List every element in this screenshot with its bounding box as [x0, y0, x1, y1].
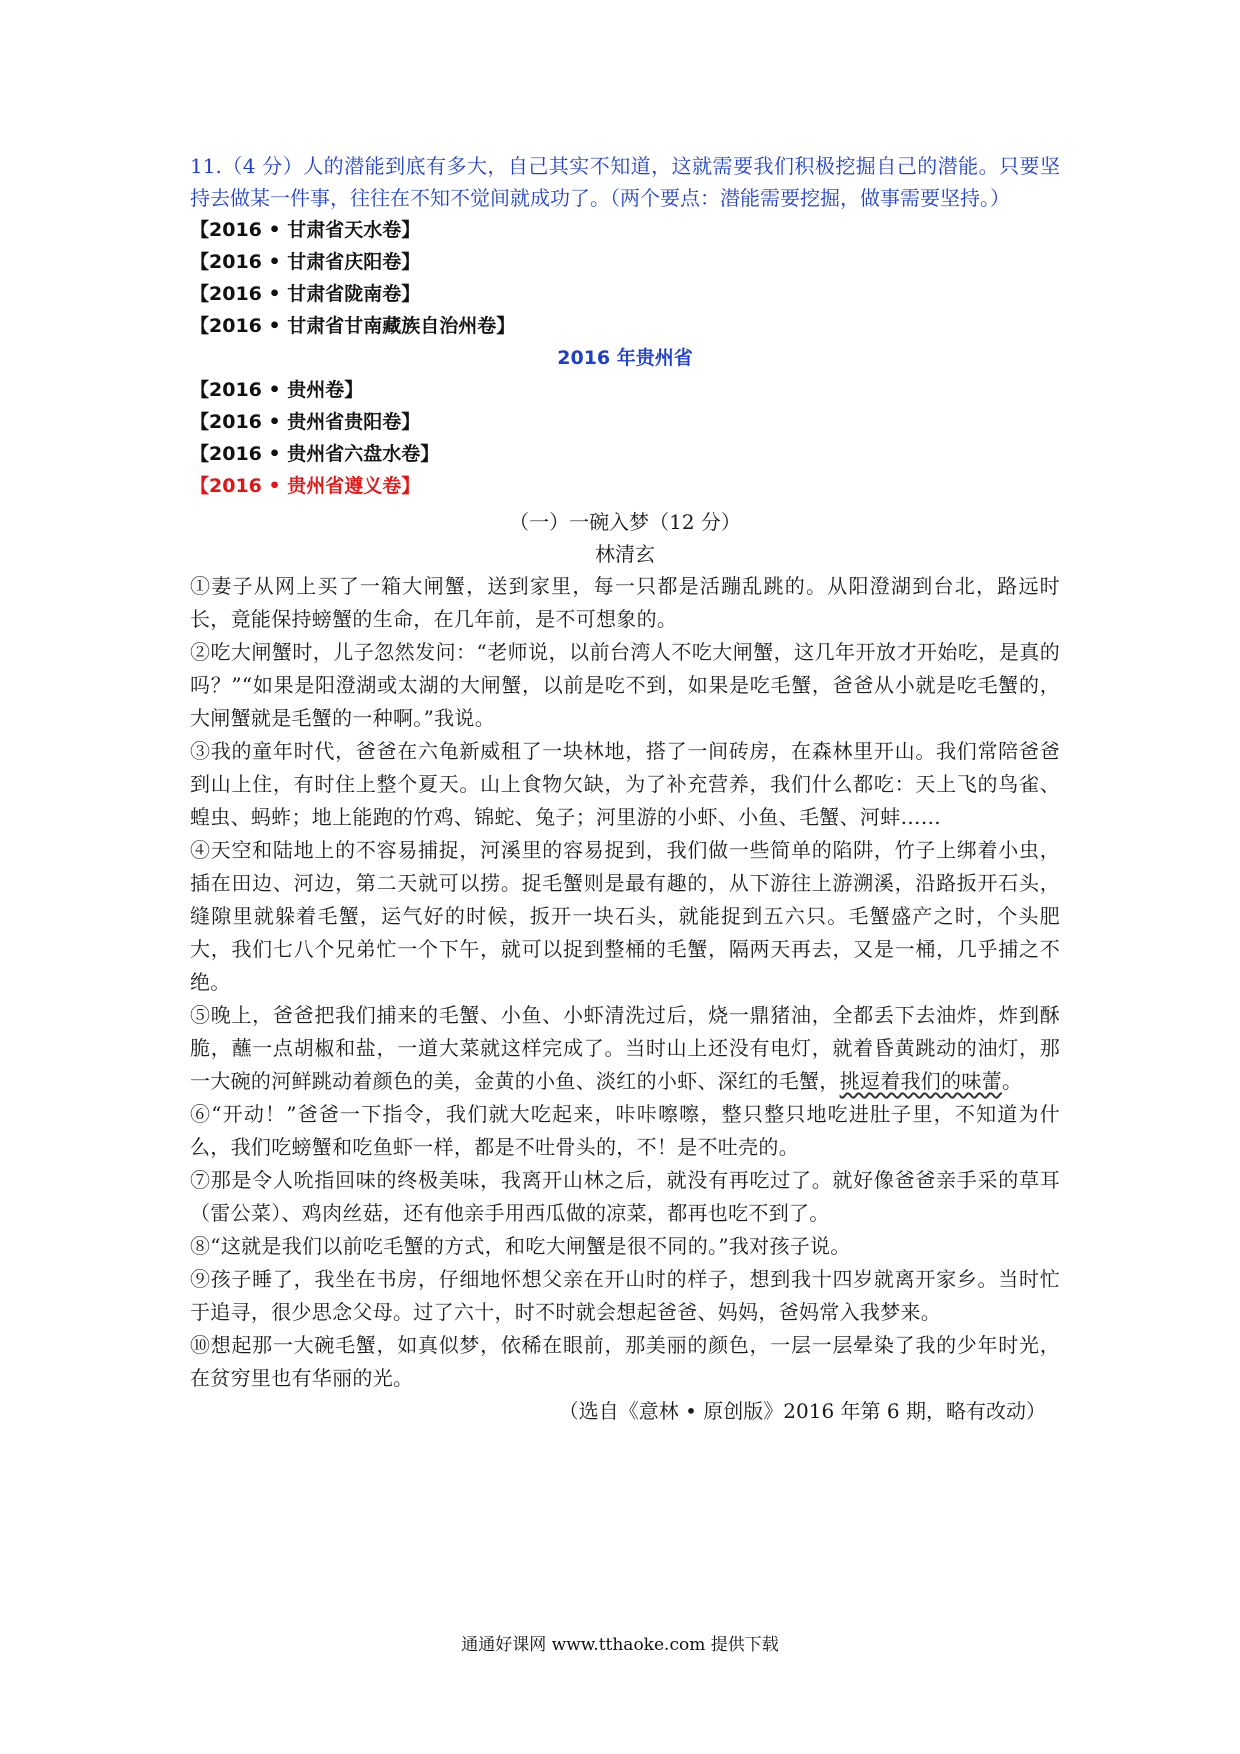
- page-footer: 通通好课网 www.tthaoke.com 提供下载: [461, 1635, 779, 1655]
- article-title: （一）一碗入梦（12 分）: [509, 510, 741, 534]
- paragraph-10: ⑩想起那一大碗毛蟹，如真似梦，依稀在眼前，那美丽的颜色，一层一层晕染了我的少年时光，在贫穷里也有华丽的光。: [190, 1333, 1060, 1390]
- exam-label-qingyang: 【2016 • 甘肃省庆阳卷】: [190, 251, 421, 273]
- paragraph-7: ⑦那是令人吮指回味的终极美味，我离开山林之后，就没有再吃过了。就好像爸爸亲手采的草耳（雷公菜）、鸡肉丝菇，还有他亲手用西瓜做的凉菜，都再也吃不到了。: [190, 1168, 1060, 1225]
- paragraph-4: ④天空和陆地上的不容易捕捉，河溪里的容易捉到，我们做一些简单的陷阱，竹子上绑着小虫，插在田边、河边，第二天就可以捞。捉毛蟹则是最有趣的，从下游往上游溯溪，沿路扳开石头，缝隙里就躲着毛蟹，运气好的时候，扳开一块石头，就能捉到五六只。毛蟹盛产之时，个头肥大，我们七八个兄弟忙一个下午，就可以捉到整桶的毛蟹，隔两天再去，又是一桶，几乎捕之不绝。: [190, 838, 1060, 994]
- province-heading: 2016 年贵州省: [557, 347, 693, 369]
- paragraph-2: ②吃大闸蟹时，儿子忽然发问：“老师说，以前台湾人不吃大闸蟹，这几年开放才开始吃，是真的吗？”“如果是阳澄湖或太湖的大闸蟹，以前是吃不到，如果是吃毛蟹，爸爸从小就是吃毛蟹的，大闸蟹就是毛蟹的一种啊。”我说。: [190, 640, 1060, 730]
- exam-label-guiyang: 【2016 • 贵州省贵阳卷】: [190, 411, 421, 433]
- paragraph-5-end: 。: [1002, 1069, 1023, 1093]
- article-source: （选自《意林 • 原创版》2016 年第 6 期，略有改动）: [558, 1399, 1046, 1423]
- page-content: [190, 150, 1060, 1427]
- answer-11: 11.（4 分）人的潜能到底有多大，自己其实不知道，这就需要我们积极挖掘自己的潜能。只要坚持去做某一件事，往往在不知不觉间就成功了。（两个要点：潜能需要挖掘，做事需要坚持。）: [190, 154, 1060, 210]
- exam-label-gannan: 【2016 • 甘肃省甘南藏族自治州卷】: [190, 315, 516, 337]
- paragraph-8: ⑧“这就是我们以前吃毛蟹的方式，和吃大闸蟹是很不同的。”我对孩子说。: [190, 1234, 851, 1258]
- exam-label-guizhou: 【2016 • 贵州卷】: [190, 379, 364, 401]
- paragraph-9: ⑨孩子睡了，我坐在书房，仔细地怀想父亲在开山时的样子，想到我十四岁就离开家乡。当时忙于追寻，很少思念父母。过了六十，时不时就会想起爸爸、妈妈，爸妈常入我梦来。: [190, 1267, 1060, 1324]
- paragraph-6: ⑥“开动！”爸爸一下指令，我们就大吃起来，咔咔嚓嚓，整只整只地吃进肚子里，不知道为什么，我们吃螃蟹和吃鱼虾一样，都是不吐骨头的，不！是不吐壳的。: [190, 1102, 1060, 1159]
- paragraph-5: [190, 999, 1060, 1098]
- paragraph-1: ①妻子从网上买了一箱大闸蟹，送到家里，每一只都是活蹦乱跳的。从阳澄湖到台北，路远时长，竟能保持螃蟹的生命，在几年前，是不可想象的。: [190, 574, 1060, 631]
- exam-label-liupanshui: 【2016 • 贵州省六盘水卷】: [190, 443, 440, 465]
- exam-label-zunyi: 【2016 • 贵州省遵义卷】: [190, 475, 421, 497]
- exam-label-tianshui: 【2016 • 甘肃省天水卷】: [190, 219, 421, 241]
- article-author: 林清玄: [595, 542, 655, 566]
- paragraph-5-underlined: 挑逗着我们的味蕾: [839, 1069, 1003, 1093]
- exam-label-longnan: 【2016 • 甘肃省陇南卷】: [190, 283, 421, 305]
- paragraph-3: ③我的童年时代，爸爸在六龟新威租了一块林地，搭了一间砖房，在森林里开山。我们常陪爸爸到山上住，有时住上整个夏天。山上食物欠缺，为了补充营养，我们什么都吃：天上飞的鸟雀、蝗虫、蚂蚱；地上能跑的竹鸡、锦蛇、兔子；河里游的小虾、小鱼、毛蟹、河蚌……: [190, 739, 1060, 829]
- paragraph-5-text: ⑤晚上，爸爸把我们捕来的毛蟹、小鱼、小虾清洗过后，烧一鼎猪油，全都丢下去油炸，炸到酥脆，蘸一点胡椒和盐，一道大菜就这样完成了。当时山上还没有电灯，就着昏黄跳动的油灯，那一大碗的河鲜跳动着颜色的美，金黄的小鱼、淡红的小虾、深红的毛蟹，: [190, 1003, 1060, 1093]
